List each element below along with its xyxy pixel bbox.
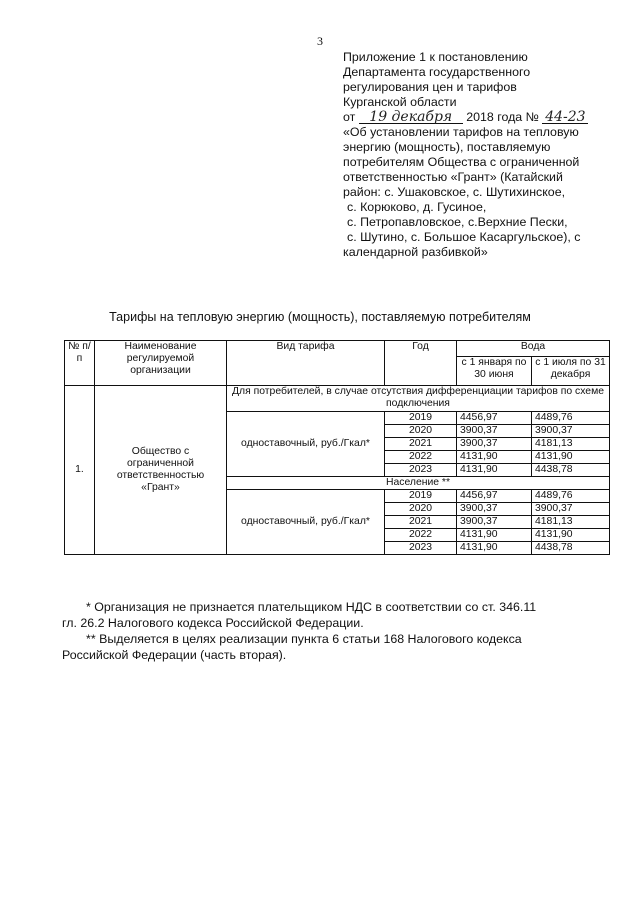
year-cell: 2022 xyxy=(385,529,457,542)
tariff-value-h2: 3900,37 xyxy=(532,503,610,516)
resolution-title-line: «Об установлении тарифов на тепловую xyxy=(343,125,579,139)
tariff-value-h1: 4456,97 xyxy=(457,412,532,425)
header-organization: Наименование регулируемой организации xyxy=(95,341,227,386)
handwritten-number: 44-23 xyxy=(542,111,588,124)
footnote-1: * Организация не признается плательщиком НДС в соответствии со ст. 346.11 xyxy=(86,600,537,614)
tariff-value-h1: 4456,97 xyxy=(457,490,532,503)
table-header-row xyxy=(65,341,610,357)
tariff-value-h2: 4131,90 xyxy=(532,529,610,542)
tariff-value-h2: 4181,13 xyxy=(532,438,610,451)
header-period-1: с 1 января по 30 июня xyxy=(457,357,532,386)
page-number: 3 xyxy=(317,34,323,48)
year-cell: 2020 xyxy=(385,425,457,438)
header-tariff-type: Вид тарифа xyxy=(227,341,385,386)
header-year: Год xyxy=(385,341,457,386)
year-cell: 2022 xyxy=(385,451,457,464)
footnote-1-continuation: гл. 26.2 Налогового кодекса Российской Федерации. xyxy=(62,615,364,630)
table-title: Тарифы на тепловую энергию (мощность), поставляемую потребителям xyxy=(109,310,531,324)
resolution-title-line: с. Корюково, д. Гусиное, xyxy=(347,200,487,214)
tariff-value-h2: 4438,78 xyxy=(532,464,610,477)
tariff-value-h1: 3900,37 xyxy=(457,438,532,451)
section-title: Для потребителей, в случае отсутствия дифференциации тарифов по схеме подключения xyxy=(227,386,610,412)
appendix-line: Приложение 1 к постановлению xyxy=(343,50,528,64)
appendix-header xyxy=(343,50,623,260)
footnote-2-continuation: Российской Федерации (часть вторая). xyxy=(62,647,287,662)
tariff-value-h1: 3900,37 xyxy=(457,516,532,529)
tariff-value-h1: 3900,37 xyxy=(457,425,532,438)
footnotes xyxy=(62,600,616,663)
header-water: Вода xyxy=(457,341,610,357)
year-cell: 2019 xyxy=(385,490,457,503)
tariff-table xyxy=(64,340,610,555)
resolution-year: 2018 года № xyxy=(466,110,539,124)
tariff-value-h2: 3900,37 xyxy=(532,425,610,438)
header-num: № п/п xyxy=(65,341,95,386)
tariff-type-cell: одноставочный, руб./Гкал* xyxy=(227,490,385,555)
tariff-value-h1: 4131,90 xyxy=(457,542,532,555)
tariff-value-h2: 4438,78 xyxy=(532,542,610,555)
section-title: Население ** xyxy=(227,477,610,490)
appendix-line: Курганской области xyxy=(343,95,457,109)
appendix-line: Департамента государственного xyxy=(343,65,531,79)
resolution-title-line: энергию (мощность), поставляемую xyxy=(343,140,551,154)
section-title-row xyxy=(65,386,610,412)
row-number: 1. xyxy=(65,386,95,555)
tariff-value-h1: 3900,37 xyxy=(457,503,532,516)
tariff-value-h2: 4181,13 xyxy=(532,516,610,529)
tariff-value-h1: 4131,90 xyxy=(457,451,532,464)
year-cell: 2020 xyxy=(385,503,457,516)
year-cell: 2019 xyxy=(385,412,457,425)
tariff-value-h1: 4131,90 xyxy=(457,464,532,477)
resolution-title-line: потребителям Общества с ограниченной xyxy=(343,155,580,169)
year-cell: 2023 xyxy=(385,542,457,555)
resolution-date-line xyxy=(343,110,623,125)
appendix-line: регулирования цен и тарифов xyxy=(343,80,517,94)
resolution-title-line: с. Шутино, с. Большое Касаргульское), с xyxy=(347,230,581,244)
header-period-2: с 1 июля по 31 декабря xyxy=(532,357,610,386)
tariff-value-h1: 4131,90 xyxy=(457,529,532,542)
resolution-title-line: календарной разбивкой» xyxy=(343,245,488,259)
year-cell: 2021 xyxy=(385,516,457,529)
tariff-value-h2: 4489,76 xyxy=(532,490,610,503)
tariff-value-h2: 4489,76 xyxy=(532,412,610,425)
resolution-title-line: ответственностью «Грант» (Катайский xyxy=(343,170,563,184)
year-cell: 2023 xyxy=(385,464,457,477)
from-prefix: от xyxy=(343,110,356,124)
resolution-title-line: район: с. Ушаковское, с. Шутихинское, xyxy=(343,185,566,199)
tariff-type-cell: одноставочный, руб./Гкал* xyxy=(227,412,385,477)
tariff-value-h2: 4131,90 xyxy=(532,451,610,464)
year-cell: 2021 xyxy=(385,438,457,451)
resolution-title-line: с. Петропавловское, с.Верхние Пески, xyxy=(347,215,568,229)
footnote-2: ** Выделяется в целях реализации пункта 6 статьи 168 Налогового кодекса xyxy=(86,632,522,646)
handwritten-date: 19 декабря xyxy=(359,111,463,124)
organization-name: Общество с ограниченной ответственностью «Грант» xyxy=(95,386,227,555)
